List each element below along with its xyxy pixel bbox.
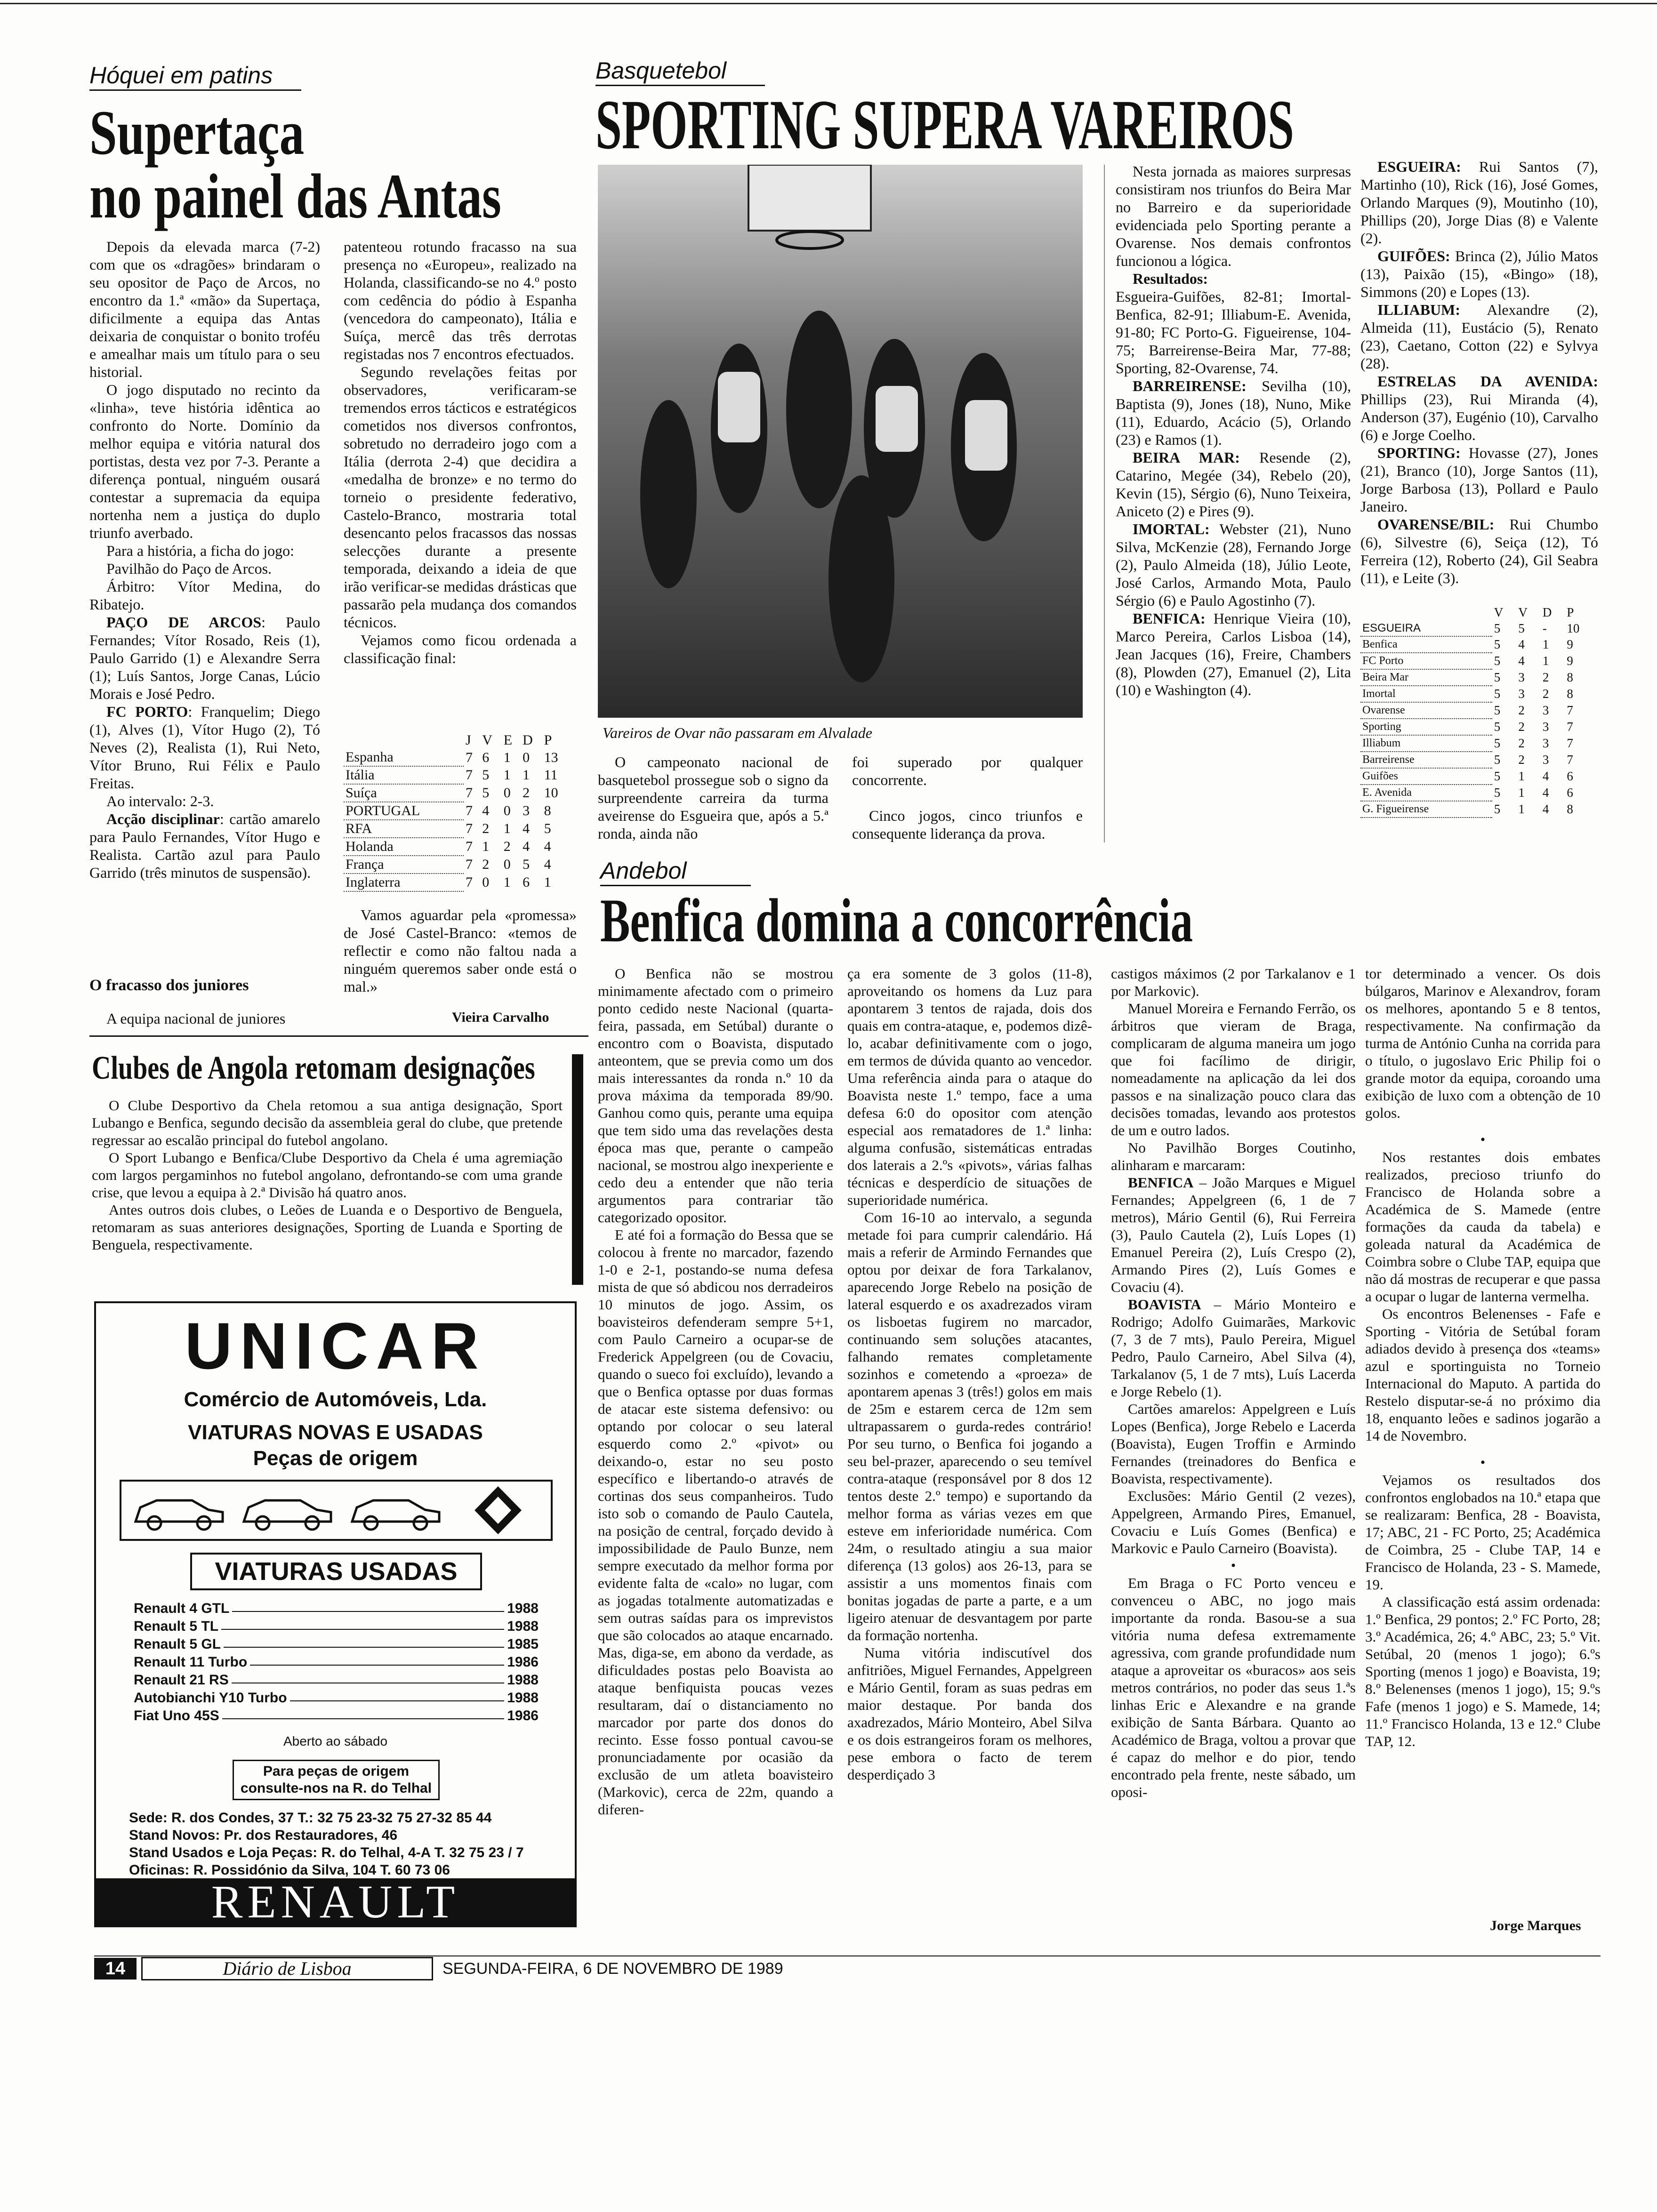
table-header: [344, 732, 570, 749]
hoquei-headline-line1: Supertaça: [89, 98, 305, 168]
table-row: Sporting 5 2 3 7: [1360, 719, 1596, 735]
table-row: Illiabum 5 2 3 7: [1360, 735, 1596, 752]
basquete-lead-a: [598, 753, 828, 842]
benfica-lineup: BENFICA – João Marques e Miguel Fernandes; Appelgreen (6, 1 de 7 metros), Mário Gentil (6), Rui Ferreira (3), Paulo Cautela (2), Luís Lopes (1) Emanuel Pereira (2), Luís Crespo (2), Armando Pires (2), Luís Gomes e Covaciu (4).: [1111, 1174, 1356, 1295]
table-row: ESGUEIRA 5 5 - 10: [1360, 620, 1596, 636]
andebol-column-2: [847, 965, 1092, 1783]
paragraph: O campeonato nacional de basquetebol prossegue sob o signo da surpreendente carreira da turma aveirense do Esgueira que, após a 5.ª ronda, ainda não: [598, 753, 828, 842]
paragraph: Nesta jornada as maiores surpresas consistiram nos triunfos do Beira Mar no Barreiro e da superioridade evidenciada pelo Sporting perante a Ovarense. Nos demais confrontos funcionou a lógica.: [1116, 163, 1351, 269]
list-item: Autobianchi Y10 Turbo 1988: [134, 1690, 539, 1706]
paragraph: A classificação está assim ordenada: 1.º Benfica, 29 pontos; 2.º FC Porto, 28; 3.º Académica, 26; 4.º ABC, 23; 5.º Vit. Setúbal, 20 (menos 1 jogo); 6.ºs Sporting (menos 1 jogo) e Boavista, 19; 8.º Belenenses (menos 1 jogo), 15; 9.ºs Fafe (menos 1 jogo) e S. Mamede, 14; 11.º Francisco Holanda, 13 e 12.º Clube TAP, 12.: [1365, 1594, 1601, 1749]
paragraph: E até foi a formação do Bessa que se colocou à frente no marcador, fazendo 1-0 e 2-1, postando-se numa defesa mista de que só abdicou nos derradeiros 10 minutos de jogo. Assim, os boavisteiros defenderam sempre 5+1, com Paulo Carneiro a ocupar-se de Frederick Appelgreen (ou de Covaciu, quando o sueco foi excluído), levando a que o Benfica optasse por duas formas de atacar este sistema defensivo: ou optando por colocar o seu lateral esquerdo como 2.º «pivot» ou deixando-o, estar no seu posto específico e libertando-o através de cortinas dos seus companheiros. Tudo isto sob o comando de Paulo Cautela, na posição de central, forçado devido à impossibilidade de Paulo Bunze, nem sempre executado da melhor forma por evidente falta de «calo» no lugar, com as jogadas totalmente automatizadas e sem outras saídas para os imprevistos que são colocados ao ataque encarnado. Mas, diga-se, em abono da verdade, as dificuldades postas pelo Boavista ao ataque benfiquista poucas vezes resultaram, daí o distanciamento no marcador por parte dos donos do recinto. Esse fosso pontual cavou-se pronunciadamente por ocasião da exclusão de um atleta boavisteiro (Markovic), cerca de 22m, quando a diferen-: [598, 1226, 833, 1818]
car-icons: [121, 1482, 551, 1539]
col-header: E: [503, 732, 513, 748]
parts-line: consulte-nos na R. do Telhal: [240, 1780, 432, 1796]
team-lineup: BEIRA MAR: Resende (2), Catarino, Megée (34), Rebelo (20), Kevin (15), Sérgio (6), Nuno Teixeira, Aniceto (2) e Pires (9).: [1116, 449, 1351, 520]
cars-graphic: [120, 1480, 553, 1541]
list-item: Renault 4 GTL 1988: [134, 1601, 539, 1616]
table-row: Inglaterra 7 0 1 6 1: [344, 874, 570, 891]
hoquei-closing: [344, 906, 577, 995]
team-lineup: ESTRELAS DA AVENIDA: Phillips (23), Rui Miranda (4), Anderson (37), Eugénio (10), Carvalho (6) e Jorge Coelho.: [1360, 373, 1598, 443]
paragraph: Cinco jogos, cinco triunfos e consequente liderança da prova.: [852, 807, 1083, 842]
col-header: V: [482, 732, 492, 748]
team-lineup: BARREIRENSE: Sevilha (10), Baptista (9), Jones (18), Nuno, Mike (11), Eduardo, Acácio (5), Orlando (23) e Ramos (1).: [1116, 377, 1351, 448]
table-row: Barreirense 5 2 3 7: [1360, 752, 1596, 768]
team-lineup: BENFICA: Henrique Vieira (10), Marco Pereira, Carlos Lisboa (14), Jean Jacques (16), Freire, Chambers (8), Plowden (27), Emanuel (2), Lita (10) e Washington (4).: [1116, 610, 1351, 698]
table-row: Imortal 5 3 2 8: [1360, 686, 1596, 702]
section-label-hoquei: Hóquei em patins: [89, 61, 301, 91]
andebol-column-3: [1111, 965, 1356, 1801]
unicar-advertisement: [94, 1301, 577, 1927]
section-label-basquetebol: Basquetebol: [595, 56, 765, 86]
photo-caption: Vareiros de Ovar não passaram em Alvalade: [603, 724, 872, 741]
paragraph: Vejamos como ficou ordenada a classificação final:: [344, 632, 577, 666]
bullet-separator: •: [1480, 1132, 1486, 1147]
table-header: [1360, 605, 1596, 620]
photo-image: [598, 165, 1083, 718]
parts-line: Para peças de origem: [263, 1763, 410, 1779]
col-header: P: [544, 732, 552, 748]
paragraph: ça era somente de 3 golos (11-8), aproveitando os homens da Luz para apontarem 3 tentos de rajada, dois dos quais em contra-ataque, e, podemos dizê-lo, acabar definitivamente com o jogo, em termos de dúvida quanto ao vencedor. Uma referência ainda para o ataque do Boavista neste 1.º tempo, face a uma defesa 6:0 do opositor com atenção especial aos rematadores de 1.ª linha: alguma confusão, sistemáticas entradas dos laterais a 2.ºs «pivots», várias falhas técnicas e desperdício de situações de superioridade numérica.: [847, 965, 1092, 1208]
disciplinary: [89, 810, 320, 882]
team-lineup: OVARENSE/BIL: Rui Chumbo (6), Silvestre (6), Seiça (12), Tó Ferreira (12), Roberto (24), Gil Seabra (11), e Leite (3).: [1360, 516, 1598, 586]
paragraph: Depois da elevada marca (7-2) com que os «dragões» brindaram o seu opositor de Paço de Arcos, no encontro da 1.ª «mão» da Supertaça, dificilmente a equipa das Antas deixaria de conquistar o bonito troféu e amealhar mais um título para o seu historial.: [89, 238, 320, 380]
andebol-headline: Benfica domina a concorrência: [600, 886, 1193, 955]
page-top-rule: [0, 0, 1657, 4]
disciplinary-text: : cartão amarelo para Paulo Fernandes, Vítor Hugo e Realista. Cartão azul para Paulo Garrido (três minutos de suspensão).: [89, 810, 321, 881]
paragraph: O Sport Lubango e Benfica/Clube Desportivo da Chela é uma agremiação com largos pergaminhos no futebol angolano, defrontando-se com uma grande crise, que levou a equipa à 2.ª Divisão há quatro anos.: [92, 1149, 563, 1201]
table-row: PORTUGAL 7 4 0 3 8: [344, 802, 570, 820]
address-line: Stand Novos: Pr. dos Restauradores, 46: [129, 1827, 398, 1843]
andebol-author: Jorge Marques: [1490, 1918, 1581, 1933]
list-item: Renault 11 Turbo 1986: [134, 1654, 539, 1670]
andebol-column-4: [1365, 965, 1601, 1750]
paragraph: Manuel Moreira e Fernando Ferrão, os árbitros que vieram de Braga, complicaram de alguma maneira um jogo que foi facílimo de dirigir, nomeadamente na aplicação da lei dos passos e na sinalização pouco clara das decisões tomadas, levando aos protestos de um e outro lados.: [1111, 1000, 1356, 1138]
table-row: Guifões 5 1 4 6: [1360, 768, 1596, 785]
juniores-start: [89, 1010, 320, 1027]
paragraph: Os encontros Belenenses - Fafe e Sporting - Vitória de Setúbal foram adiados devido à presença dos «teams» azul e sportinguista no Torneio Internacional do Maputo. A partida do Restelo disputar-se-á no próximo dia 18, enquanto leões e sadinos jogarão a 14 de Novembro.: [1365, 1306, 1601, 1444]
angola-headline: Clubes de Angola retomam designações: [92, 1050, 535, 1086]
halftime-score: Ao intervalo: 2-3.: [106, 793, 214, 809]
issue-date: SEGUNDA-FEIRA, 6 DE NOVEMBRO DE 1989: [442, 1960, 783, 1978]
paragraph: Antes outros dois clubes, o Leões de Luanda e o Desportivo de Benguela, retomaram as suas anteriores designações, Sporting de Luanda e Sporting de Benguela, respectivamente.: [92, 1202, 563, 1253]
col-header: V: [1494, 605, 1504, 619]
team-lineup: IMORTAL: Webster (21), Nuno Silva, McKenzie (28), Fernando Jorge (2), Paulo Almeida (18), Júlio Leote, José Carlos, Armando Mota, Paulo Sérgio (6) e Paulo Agostinho (7).: [1116, 521, 1351, 609]
list-item: Renault 5 TL 1988: [134, 1619, 539, 1634]
paragraph: castigos máximos (2 por Tarkalanov e 1 por Markovic).: [1111, 965, 1356, 999]
list-item: Renault 5 GL 1985: [134, 1636, 539, 1652]
paragraph: Numa vitória indiscutível dos anfitriões, Miguel Fernandes, Appelgreen e Mário Gentil, foram as suas pedras em maior destaque. Por banda dos axadrezados, Mário Monteiro, Abel Silva e os dois estrangeiros foram os melhores, pese embora o facto de terem desperdiçado 3: [847, 1644, 1092, 1783]
table-row: Ovarense 5 2 3 7: [1360, 702, 1596, 719]
paragraph: Vejamos os resultados dos confrontos englobados na 10.ª etapa que se realizaram: Benfica, 28 - Boavista, 17; ABC, 21 - FC Porto, 25; Académica de Coimbra, 25 - Clube TAP, 14 e Francisco de Holanda, 23 - S. Mamede, 19.: [1365, 1472, 1601, 1593]
hoquei-column-1: [89, 238, 320, 882]
hoquei-headline-line2: no painel das Antas: [89, 161, 501, 232]
address-line: Stand Usados e Loja Peças: R. do Telhal, 4-A T. 32 75 23 / 7: [129, 1845, 524, 1860]
pacos-lineup: [89, 613, 320, 703]
ad-brand: UNICAR: [185, 1309, 486, 1383]
paragraph: Com 16-10 ao intervalo, a segunda metade foi para cumprir calendário. Há mais a referir de Armindo Fernandes que optou por deixar de fora Tarkalanov, aparecendo Jorge Rebelo na posição de lateral esquerdo e os axadrezados viram os lisboetas fugirem no marcador, continuando sem soluções atacantes, falhando remates completamente sozinhos e cometendo a «proeza» de apontarem apenas 3 (três!) golos em mais de 25m e estarem cerca de 12m sem ultrapassarem o gurda-redes contrário! Por seu turno, o Benfica foi jogando a seu bel-prazer, aparecendo o seu temível contra-ataque (responsável por 8 dos 12 tentos deste 2.º tempo) e suportando da melhor forma as várias vezes em que esteve em inferioridade numérica. Com 24m, o resultado atingiu a sua maior diferença (13 golos) aos 26-13, para se assistir a uns momentos finais com bonitas jogadas de parte a parte, e a um ligeiro atenuar de desvantagem por parte da formação nortenha.: [847, 1209, 1092, 1643]
ad-line1: VIATURAS NOVAS E USADAS: [188, 1421, 483, 1444]
team-lineup: GUIFÕES: Brinca (2), Júlio Matos (13), Paixão (15), «Bingo» (18), Simmons (20) e Lopes (13).: [1360, 248, 1599, 300]
divider: [89, 1035, 588, 1037]
andebol-column-1: [598, 965, 833, 1818]
col-header: J: [465, 732, 471, 748]
paragraph: Pavilhão do Paço de Arcos.: [106, 560, 272, 577]
list-item: Fiat Uno 45S 1986: [134, 1708, 539, 1723]
basquete-headline: SPORTING SUPERA VAREIROS: [595, 86, 1294, 164]
paragraph: tor determinado a vencer. Os dois búlgaros, Marinov e Alexandrov, foram os melhores, apontando 5 e 8 tentos, respectivamente. Na confirmação da turma de António Cunha na corrida para o título, o jugoslavo Eric Philip foi o grande motor da equipa, coroando uma exibição de luxo com a obtenção de 10 golos.: [1365, 965, 1601, 1121]
column-rule: [1104, 165, 1105, 842]
paragraph: No Pavilhão Borges Coutinho, alinharam e marcaram:: [1111, 1139, 1356, 1173]
porto-lineup: [89, 703, 320, 792]
table-row: E. Avenida 5 1 4 6: [1360, 785, 1596, 801]
paragraph: Exclusões: Mário Gentil (2 vezes), Appelgreen, Armando Pires, Emanuel, Covaciu e Luís Gomes (Benfica) e Markovic e Paulo Carneiro (Boavista).: [1111, 1488, 1356, 1556]
paragraph: Segundo revelações feitas por observadores, verificaram-se tremendos erros tácticos e estratégicos cometidos nos diversos confrontos, sobretudo no derradeiro jogo com a Itália (derrota 2-4) que decidira a «medalha de bronze» e no termo do torneio o presidente federativo, Castelo-Branco, mostraria total desencanto pelos fracassos das nossas selecções durante a presente temporada, deixando a ideia de que irão verificar-se medidas drásticas que passarão pela mudança dos comandos técnicos.: [344, 363, 577, 631]
ad-parts-box: [233, 1760, 440, 1800]
col-header: V: [1518, 605, 1528, 619]
basquete-column-3: [1116, 162, 1351, 699]
paragraph: Em Braga o FC Porto venceu e convenceu o ABC, no jogo mais importante da ronda. Basou-se a sua vitória numa defesa extremamente agressiva, com grande profundidade num ataque a aproveitar os «buracos» aos seis metros contrários, no poder das seus 1.ªs linhas Eric e Alexandre e na grande exibição de Santa Bárbara. Quanto ao Académico de Braga, voltou a provar que é capaz do melhor e do pior, tendo encontrado pela frente, neste sábado, um oposi-: [1111, 1575, 1356, 1800]
used-cars-list: [134, 1600, 539, 1725]
ad-subtitle: Comércio de Automóveis, Lda.: [184, 1388, 487, 1411]
ad-addresses: [129, 1809, 553, 1879]
paragraph: Nos restantes dois embates realizados, precioso triunfo do Francisco de Holanda sobre a Académica de S. Mamede (entre formações da cauda da tabela) e goleada natural da Académica de Coimbra sobre o Clube TAP, equipa que não dá mostras de recuperar e que passa a ocupar o lugar de lanterna vermelha.: [1365, 1149, 1601, 1305]
team-lineup: SPORTING: Hovasse (27), Jones (21), Branco (10), Jorge Santos (11), Jorge Barbosa (13), Pollard e Paulo Janeiro.: [1360, 444, 1599, 515]
table-row: Beira Mar 5 3 2 8: [1360, 669, 1596, 686]
bullet-separator: •: [1231, 1558, 1236, 1573]
paragraph: foi superado por qualquer concorrente.: [852, 753, 1083, 788]
hoquei-column-2: [344, 238, 577, 667]
paragraph: Para a história, a ficha do jogo:: [106, 542, 294, 559]
table-row: França 7 2 0 5 4: [344, 856, 570, 874]
renault-logo-icon: [475, 1486, 522, 1534]
list-item: Renault 21 RS 1988: [134, 1672, 539, 1688]
col-header: D: [1542, 605, 1552, 619]
paragraph: Vamos aguardar pela «promessa» de José Castel-Branco: «temos de reflectir e como não faltou nada a ninguém queremos saber onde está o mal.»: [344, 906, 577, 995]
team-label: FC PORTO: [106, 703, 188, 720]
basquete-lead-b: [852, 753, 1083, 842]
results-text: Esgueira-Guifões, 82-81; Imortal-Benfica, 82-91; Illiabum-E. Avenida, 91-80; FC Porto-G. Figueirense, 104-75; Barreirense-Beira Mar, 77-88; Sporting, 82-Ovarense, 74.: [1116, 288, 1351, 377]
basquete-standings-table: [1360, 605, 1596, 818]
address-line: Sede: R. dos Condes, 37 T.: 32 75 23-32 75 27-32 85 44: [129, 1810, 492, 1826]
table-row: Benfica 5 4 1 9: [1360, 636, 1596, 653]
col-header: D: [523, 732, 533, 748]
angola-article: [92, 1097, 563, 1253]
table-row: Holanda 7 1 2 4 4: [344, 838, 570, 856]
paragraph: A equipa nacional de juniores: [106, 1010, 286, 1027]
team-lineup: : Paulo Fernandes; Vítor Rosado, Reis (1), Paulo Garrido (1) e Alexandre Serra (1); Luís Santos, Jorge Canas, Lúcio Morais e José Pedro.: [89, 614, 320, 702]
team-lineup: ESGUEIRA: Rui Santos (7), Martinho (10), Rick (16), José Gomes, Orlando Marques (9), Moutinho (10), Phillips (20), Jorge Dias (8) e Valente (2).: [1360, 158, 1599, 247]
col-header: P: [1567, 605, 1574, 619]
usadas-title: VIATURAS USADAS: [190, 1553, 482, 1590]
results-label: Resultados:: [1133, 270, 1208, 287]
hoquei-author: Vieira Carvalho: [452, 1010, 549, 1025]
ad-line2: Peças de origem: [253, 1447, 418, 1470]
ad-footer-brand: RENAULT: [96, 1878, 575, 1925]
paragraph: Cartões amarelos: Appelgreen e Luís Lopes (Benfica), Jorge Rebelo e Lacerda (Boavista), Eugen Troffin e Armindo Fernandes (treinadores do Benfica e Boavista, respectivamente).: [1111, 1401, 1356, 1487]
basketball-photo: [598, 165, 1083, 718]
paragraph: patenteou rotundo fracasso na sua presença no «Europeu», realizado na Holanda, classificando-se no 4.º posto com cedência do pódio à Espanha (vencedora do campeonato), Itália e Suíça, mercê das três derrotas registadas nos 7 encontros efectuados.: [344, 238, 577, 362]
table-row: Suíça 7 5 0 2 10: [344, 784, 570, 802]
ad-saturday: Aberto ao sábado: [283, 1734, 388, 1748]
paragraph: O jogo disputado no recinto da «linha», teve história idêntica ao confronto do Norte. Domínio da melhor equipa e vitória natural dos portistas, desta vez por 7-3. Perante a diferença pontual, ninguém ousará contestar a supremacia da equipa nortenha nem a justiça do duplo triunfo averbado.: [89, 381, 320, 541]
juniores-standings-table: [344, 732, 570, 892]
disciplinary-label: Acção disciplinar: [106, 810, 220, 827]
table-row: Espanha 7 6 1 0 13: [344, 749, 570, 766]
page-number: 14: [94, 1958, 137, 1980]
masthead-logo: Diário de Lisboa: [141, 1957, 433, 1980]
paragraph: O Clube Desportivo da Chela retomou a sua antiga designação, Sport Lubango e Benfica, segundo decisão da assembleia geral do clube, que pretende regressar ao escalão principal do futebol angolano.: [92, 1097, 563, 1148]
section-label-andebol: Andebol: [600, 857, 751, 886]
basquete-column-4: [1360, 158, 1598, 587]
bullet-separator: •: [1480, 1455, 1486, 1470]
decorative-bar: [572, 1054, 583, 1285]
table-row: FC Porto 5 4 1 9: [1360, 653, 1596, 669]
paragraph: O Benfica não se mostrou minimamente afectado com o primeiro ponto cedido neste Nacional (quarta-feira, passada, em Setúbal) durante o encontro com o Boavista, disputado anteontem, que se previa como um dos mais interessantes da ronda n.º 10 da prova máxima da temporada 89/90. Ganhou como quis, perante uma equipa que tem sido uma das revelações desta época mas que, perante o campeão nacional, se mostrou algo inexperiente e cedo deu a entender que não teria argumentos para contrariar tão categorizado opositor.: [598, 965, 833, 1226]
table-row: RFA 7 2 1 4 5: [344, 820, 570, 838]
team-label: PAÇO DE ARCOS: [106, 614, 262, 631]
paragraph: Árbitro: Vítor Medina, do Ribatejo.: [89, 578, 320, 613]
team-lineup: ILLIABUM: Alexandre (2), Almeida (11), Eustácio (5), Renato (23), Caetano, Cotton (22) e Sylvya (28).: [1360, 301, 1599, 372]
juniores-subheading: O fracasso dos juniores: [89, 977, 249, 994]
address-line: Oficinas: R. Possidónio da Silva, 104 T. 60 73 06: [129, 1862, 450, 1878]
team-lineup: : Franquelim; Diego (1), Alves (1), Vítor Hugo (2), Tó Neves (2), Realista (1), Rui Neto, Vítor Bruno, Rui Félix e Paulo Freitas.: [89, 703, 321, 792]
table-row: Itália 7 5 1 1 11: [344, 766, 570, 784]
table-row: G. Figueirense 5 1 4 8: [1360, 801, 1596, 817]
boavista-lineup: BOAVISTA – Mário Monteiro e Rodrigo; Adolfo Guimarães, Markovic (7, 3 de 7 mts), Paulo Pereira, Miguel Pedro, Paulo Carneiro, Abel Silva (4), Tarkalanov (5, 1 de 7 mts), Luís Lacerda e Jorge Rebelo (1).: [1111, 1296, 1356, 1400]
